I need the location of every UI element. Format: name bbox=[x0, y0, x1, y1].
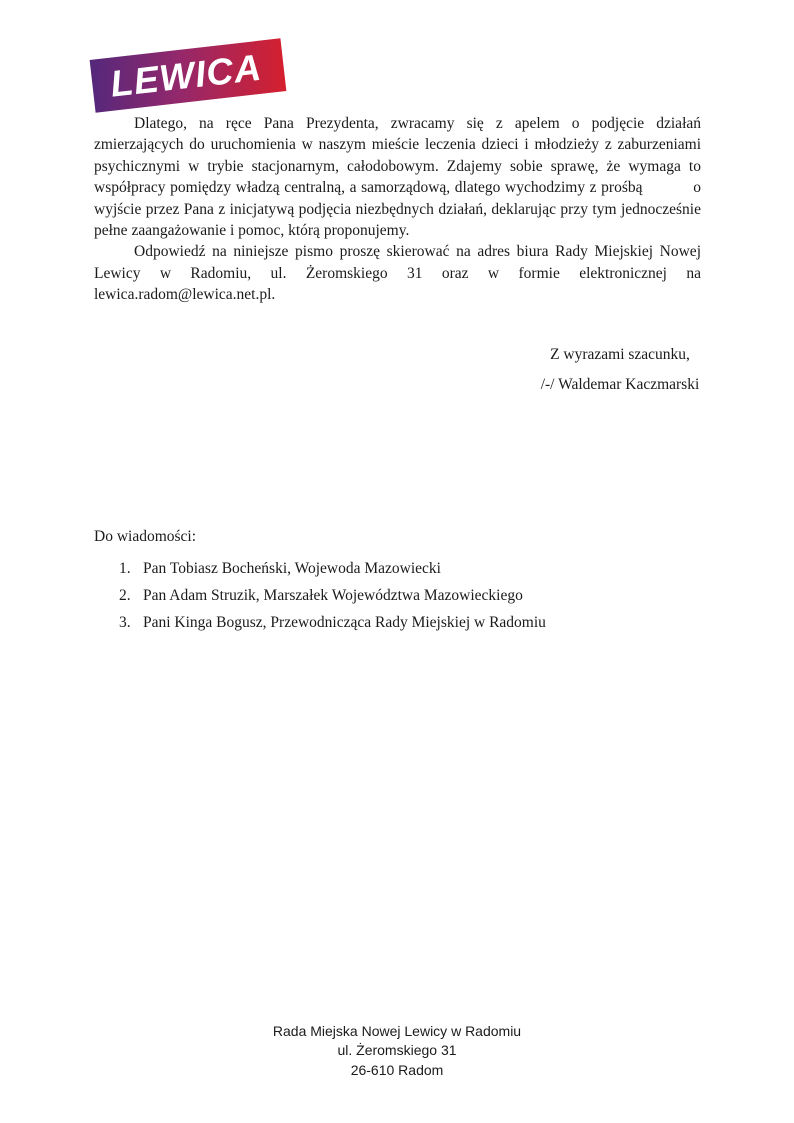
cc-item-text: Pan Adam Struzik, Marszałek Województwa Mazowieckiego bbox=[143, 586, 523, 604]
signature-block bbox=[505, 344, 735, 395]
lewica-logo-text: LEWICA bbox=[108, 46, 264, 105]
cc-item bbox=[119, 613, 546, 633]
cc-item-number: 2. bbox=[119, 586, 131, 604]
cc-item-number: 1. bbox=[119, 560, 131, 577]
footer-line-org: Rada Miejska Nowej Lewicy w Radomiu bbox=[272, 1023, 522, 1039]
footer-address bbox=[0, 1022, 794, 1080]
cc-item-text: Pani Kinga Bogusz, Przewodnicząca Rady Miejskiej w Radomiu bbox=[143, 613, 546, 631]
lewica-logo bbox=[90, 38, 287, 112]
signature-name: /-/ Waldemar Kaczmarski bbox=[540, 376, 700, 393]
footer-line-city: 26-610 Radom bbox=[350, 1061, 444, 1078]
paragraph-reply-address: Odpowiedź na niniejsze pismo proszę skierować na adres biura Rady Miejskiej Nowej Lewicy w Radomiu, ul. Żeromskiego 31 oraz w formie elektronicznej na lewica.radom@lewica.net.pl. bbox=[94, 243, 701, 304]
cc-heading: Do wiadomości: bbox=[94, 528, 197, 545]
letter-body bbox=[94, 113, 701, 306]
signature-closing: Z wyrazami szacunku, bbox=[550, 346, 690, 363]
cc-item-number: 3. bbox=[119, 613, 131, 631]
cc-list bbox=[119, 559, 546, 639]
cc-item bbox=[119, 586, 546, 606]
cc-item bbox=[119, 559, 546, 579]
footer-line-street: ul. Żeromskiego 31 bbox=[337, 1042, 457, 1059]
paragraph-appeal: Dlatego, na ręce Pana Prezydenta, zwracamy się z apelem o podjęcie działań zmierzających do uruchomienia w naszym mieście leczenia dzieci i młodzieży z zaburzeniami psychicznymi w trybie stacjonarnym, całodobowym. Zdajemy sobie sprawę, że wymaga to współpracy pomiędzy władzą centralną, a samorządową, dlatego wychodzimy z prośbą o wyjście przez Pana z inicjatywą podjęcia niezbędnych działań, deklarując przy tym jednocześnie pełne zaangażowanie i pomoc, którą proponujemy. bbox=[94, 115, 701, 240]
cc-item-text: Pan Tobiasz Bocheński, Wojewoda Mazowiecki bbox=[143, 560, 441, 577]
